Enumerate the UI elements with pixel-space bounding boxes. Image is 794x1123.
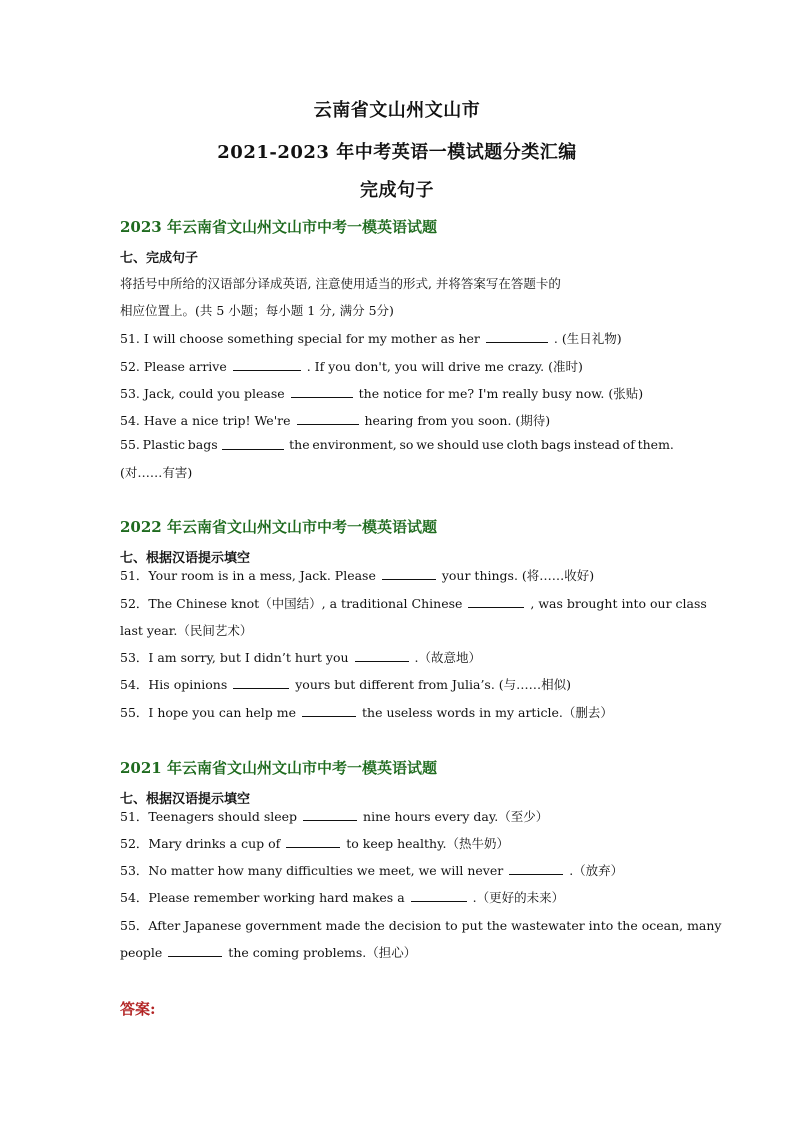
- answer-blank[interactable]: [355, 649, 409, 662]
- question-hint: . (生日礼物): [553, 331, 622, 346]
- question-hint: yours but different from Julia’s. (与……相似): [295, 677, 572, 692]
- word: cloth: [506, 437, 539, 452]
- section-2023-instruction-1: 将括号中所给的汉语部分译成英语, 注意使用适当的形式, 并将答案写在答题卡的: [120, 276, 561, 291]
- section-2022-subheading: 七、根据汉语提示填空: [120, 551, 251, 566]
- section-2023-heading: 2023 年云南省文山州文山市中考一模英语试题: [120, 218, 437, 236]
- question-text: 51．Teenagers should sleep: [120, 809, 298, 824]
- section-2023-subheading: 七、完成句子: [120, 251, 199, 266]
- question-text: 53．No matter how many difficulties we meet, we will never: [120, 863, 504, 878]
- question-hint: hearing from you soon. (期待): [364, 413, 551, 428]
- section-2023-instruction-2: 相应位置上。(共 5 小题；每小题 1 分, 满分 5分): [120, 303, 394, 318]
- answer-blank[interactable]: [303, 808, 357, 821]
- question-text: 55．I hope you can help me: [120, 705, 297, 720]
- question-text: people: [120, 945, 163, 960]
- question-2022-52-cont: last year.（民间艺术）: [120, 623, 253, 638]
- question-hint: . If you don't, you will drive me crazy. (准时): [306, 359, 583, 374]
- question-text: 54．His opinions: [120, 677, 228, 692]
- answer-blank[interactable]: [291, 385, 353, 398]
- question-hint: to keep healthy.（热牛奶）: [346, 836, 509, 851]
- word: them.: [637, 437, 674, 452]
- question-2023-51: [120, 329, 622, 347]
- doc-title-line2: 2021-2023 年中考英语一模试题分类汇编: [217, 142, 577, 163]
- question-2021-55-cont: [120, 943, 416, 961]
- question-2022-53: [120, 648, 481, 666]
- question-text: 54. Have a nice trip! We're: [120, 413, 291, 428]
- question-hint: .（更好的未来）: [472, 890, 565, 905]
- word: so: [399, 437, 414, 452]
- word: instead: [573, 437, 620, 452]
- question-text: 52．The Chinese knot（中国结）, a traditional Chinese: [120, 596, 463, 611]
- word: use: [481, 437, 504, 452]
- question-2021-53: [120, 861, 623, 879]
- question-text: 51. I will choose something special for my mother as her: [120, 331, 480, 346]
- question-text: 53. Jack, could you please: [120, 386, 285, 401]
- word: of: [622, 437, 635, 452]
- question-hint: the coming problems.（担心）: [228, 945, 417, 960]
- answer-blank[interactable]: [168, 944, 222, 957]
- answer-blank[interactable]: [486, 330, 548, 343]
- word: 55.: [120, 437, 140, 452]
- doc-title-line3: 完成句子: [360, 180, 434, 201]
- question-2021-52: [120, 834, 509, 852]
- answer-blank[interactable]: [411, 889, 467, 902]
- doc-title-line1: 云南省文山州文山市: [313, 100, 481, 121]
- word: we: [416, 437, 435, 452]
- question-text: 52. Please arrive: [120, 359, 227, 374]
- question-hint: .（放弃）: [569, 863, 624, 878]
- question-text: 54．Please remember working hard makes a: [120, 890, 405, 905]
- question-2022-55: [120, 703, 613, 721]
- question-2023-55-hint: (对……有害): [120, 465, 193, 480]
- answer-blank[interactable]: [233, 358, 301, 371]
- question-text: 52．Mary drinks a cup of: [120, 836, 281, 851]
- question-text: 51．Your room is in a mess, Jack. Please: [120, 568, 376, 583]
- question-2022-54: [120, 675, 571, 693]
- question-2021-54: [120, 888, 564, 906]
- question-2023-52: [120, 357, 583, 375]
- answer-blank[interactable]: [222, 437, 284, 450]
- question-2021-51: [120, 807, 548, 825]
- section-2021-subheading: 七、根据汉语提示填空: [120, 792, 251, 807]
- question-hint: your things. (将……收好): [441, 568, 595, 583]
- answer-blank[interactable]: [302, 704, 356, 717]
- question-hint: , was brought into our class: [530, 596, 707, 611]
- word: Plastic: [142, 437, 185, 452]
- question-hint: nine hours every day.（至少）: [363, 809, 549, 824]
- question-2023-55: [120, 437, 674, 452]
- answer-blank[interactable]: [233, 676, 289, 689]
- word: bags: [540, 437, 571, 452]
- question-2022-52: [120, 594, 707, 612]
- answer-blank[interactable]: [286, 835, 340, 848]
- question-hint: the notice for me? I'm really busy now. (张贴): [358, 386, 644, 401]
- answer-blank[interactable]: [509, 862, 563, 875]
- question-hint: .（故意地）: [414, 650, 481, 665]
- word: bags: [187, 437, 218, 452]
- section-2022-heading: 2022 年云南省文山州文山市中考一模英语试题: [120, 518, 437, 536]
- question-2023-54: [120, 411, 550, 429]
- answer-blank[interactable]: [297, 412, 359, 425]
- answer-blank[interactable]: [382, 567, 436, 580]
- question-2022-51: [120, 566, 594, 584]
- question-2023-53: [120, 384, 643, 402]
- question-hint: the useless words in my article.（删去）: [362, 705, 613, 720]
- question-2021-55: 55．After Japanese government made the decision to put the wastewater into the ocean, many: [120, 918, 722, 933]
- word: the: [289, 437, 310, 452]
- answer-label: 答案:: [120, 1000, 156, 1018]
- section-2021-heading: 2021 年云南省文山州文山市中考一模英语试题: [120, 759, 437, 777]
- answer-blank[interactable]: [468, 595, 524, 608]
- word: environment,: [312, 437, 397, 452]
- word: should: [437, 437, 480, 452]
- question-text: 53．I am sorry, but I didn’t hurt you: [120, 650, 349, 665]
